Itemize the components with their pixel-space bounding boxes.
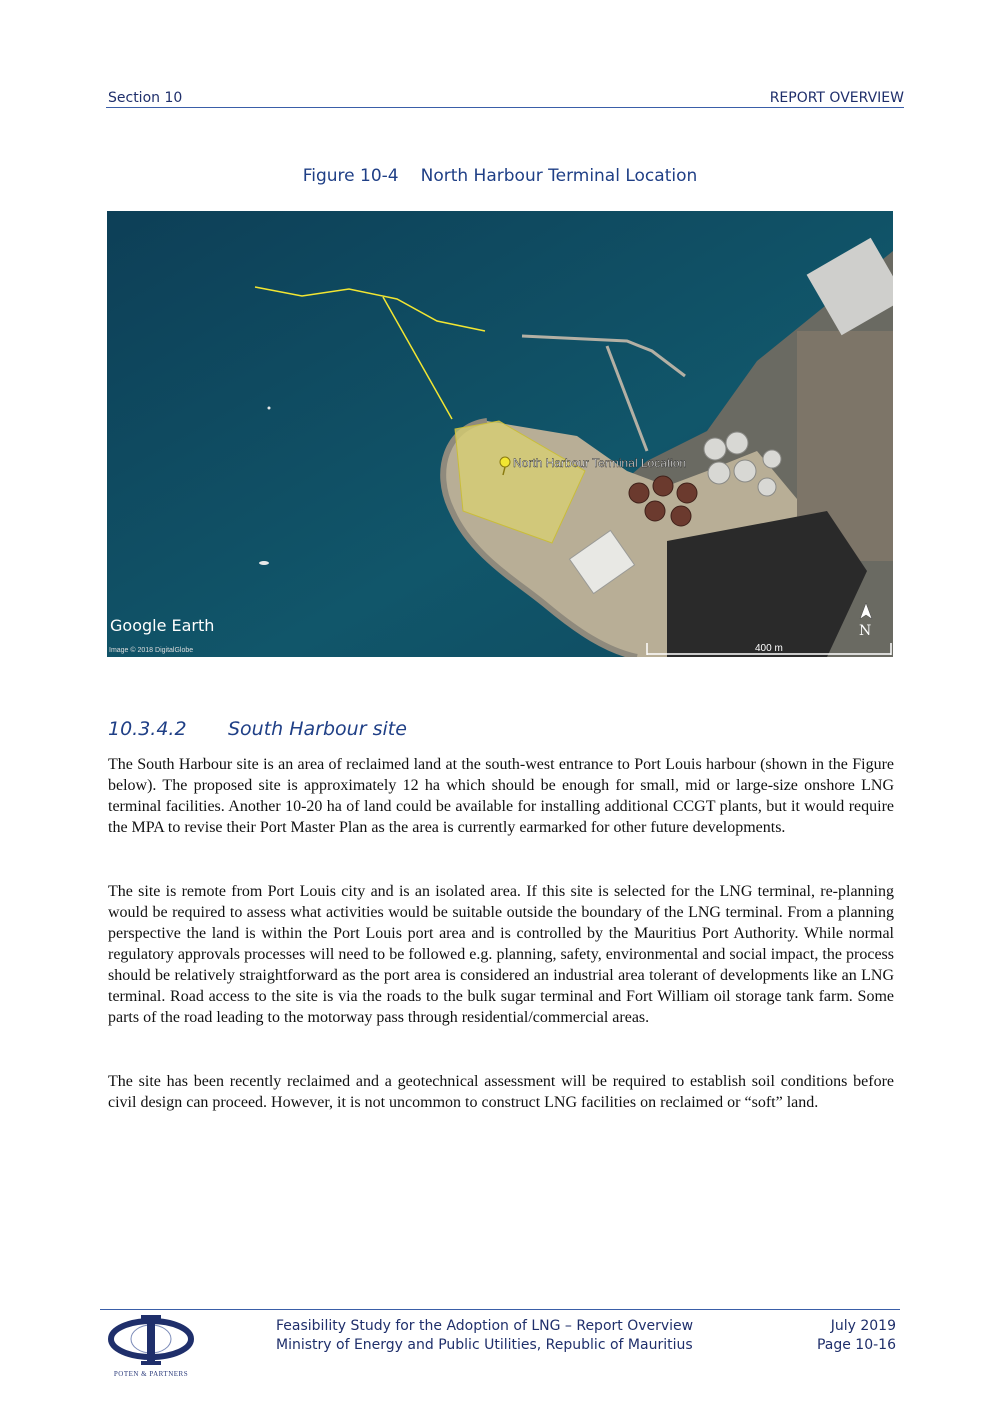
section-number: 10.3.4.2: [108, 718, 187, 740]
section-title: South Harbour site: [228, 718, 407, 740]
footer-text: [276, 1317, 693, 1355]
north-label: N: [859, 623, 872, 639]
footer-meta: [817, 1317, 896, 1355]
body-paragraph-1: The South Harbour site is an area of reclaimed land at the south-west entrance to Port Louis harbour (shown in the Figure below). The proposed site is approximately 12 ha which should be enough for small, mid or large-size onshore LNG terminal facilities. Another 10-20 ha of land could be available for installing additional CCGT plants, but it would require the MPA to revise their Port Master Plan as the area is currently earmarked for other future developments.: [108, 756, 894, 836]
map-location-label: North Harbour Terminal Location: [513, 456, 687, 470]
body-paragraph-2: The site is remote from Port Louis city and is an isolated area. If this site is selected for the LNG terminal, re-planning would be required to assess what activities would be suitable outside the boundary of the LNG terminal. From a planning perspective the land is within the Port Louis port area and is controlled by the Mauritius Port Authority. While normal regulatory approvals processes will need to be followed e.g. planning, safety, environmental and social impact, the process should be relatively straightforward as the port area is considered an industrial area tolerant of developments like an LNG terminal. Road access to the site is via the roads to the bulk sugar terminal and Fort William oil storage tank farm. Some parts of the road leading to the motorway pass through residential/commercial areas.: [108, 883, 894, 1026]
boat-icon: [259, 561, 269, 565]
buoy-icon: [268, 407, 271, 410]
footer-page: Page 10-16: [816, 1337, 896, 1353]
header-rule: [106, 107, 904, 108]
figure-title: North Harbour Terminal Location: [420, 166, 698, 186]
google-earth-logo: Google Earth: [110, 616, 215, 635]
scale-label: 400 m: [755, 643, 783, 654]
header-title: REPORT OVERVIEW: [769, 90, 904, 106]
body-paragraph-3: The site has been recently reclaimed and a geotechnical assessment will be required to establish soil conditions before civil design can proceed. However, it is not uncommon to construct LNG facilities on reclaimed or “soft” land.: [108, 1073, 894, 1111]
figure-caption: [0, 166, 1000, 186]
header-section: Section 10: [108, 90, 183, 106]
footer-date: July 2019: [830, 1318, 896, 1334]
footer-line-2: Ministry of Energy and Public Utilities, Republic of Mauritius: [276, 1337, 693, 1353]
section-heading: [108, 718, 407, 740]
footer-line-1: Feasibility Study for the Adoption of LNG – Report Overview: [276, 1318, 694, 1334]
logo-text: POTEN & PARTNERS: [113, 1370, 189, 1378]
footer-rule: [100, 1309, 900, 1310]
image-credit: Image © 2018 DigitalGlobe: [109, 647, 194, 654]
satellite-map: [107, 211, 893, 657]
figure-number: Figure 10-4: [302, 166, 399, 186]
